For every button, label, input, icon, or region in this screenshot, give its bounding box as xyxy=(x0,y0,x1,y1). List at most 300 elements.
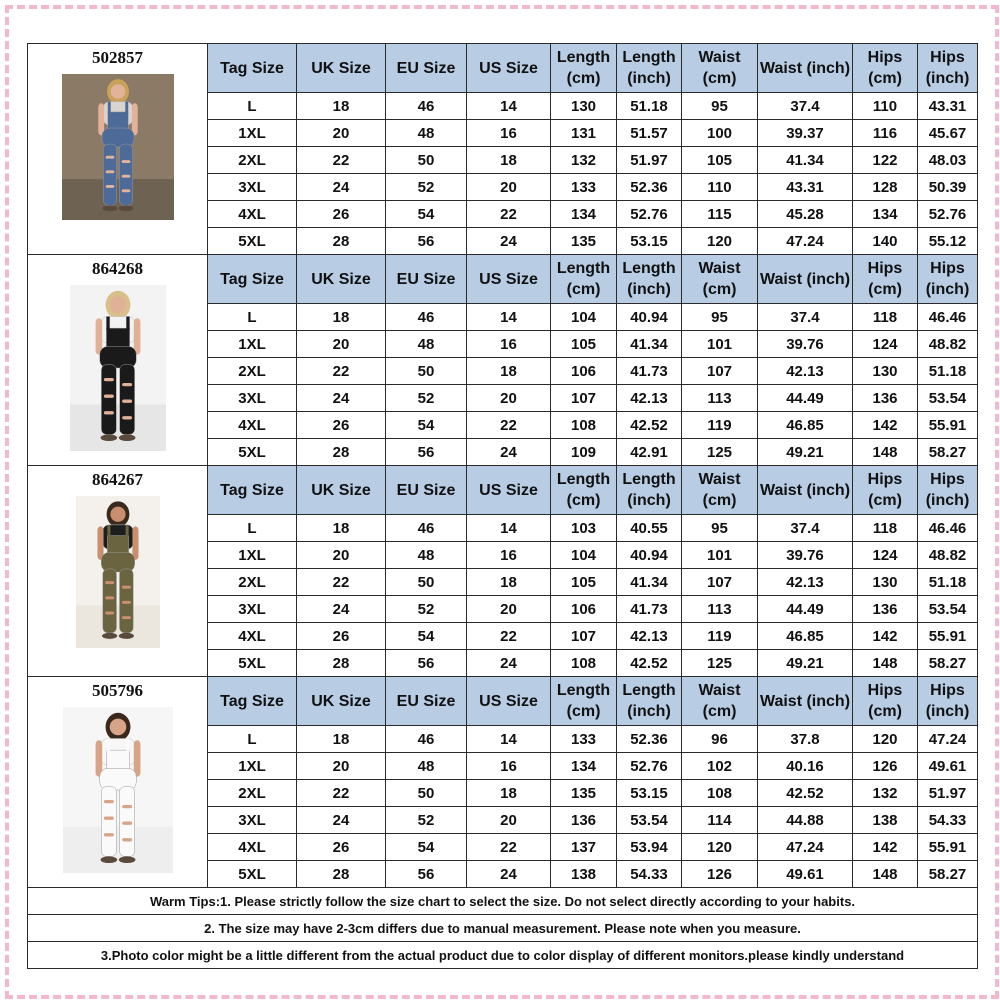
size-table-cell: 131 xyxy=(551,120,617,147)
overall-left-strap xyxy=(107,525,110,537)
size-table-cell: 130 xyxy=(551,93,617,120)
size-table-cell: 109 xyxy=(551,439,617,466)
column-header: UK Size xyxy=(297,44,386,93)
size-table-cell: 42.13 xyxy=(758,569,853,596)
column-header: Length (inch) xyxy=(617,44,682,93)
size-table-cell: 95 xyxy=(682,304,758,331)
column-header: Waist (cm) xyxy=(682,44,758,93)
size-table-cell: 115 xyxy=(682,201,758,228)
size-table-cell: 136 xyxy=(853,385,918,412)
figure-left-shoe xyxy=(100,856,117,863)
size-table-cell: 24 xyxy=(297,174,386,201)
size-table-cell: 20 xyxy=(297,753,386,780)
column-header: Waist (cm) xyxy=(682,255,758,304)
size-table-cell: 54 xyxy=(386,623,467,650)
size-table-cell: 2XL xyxy=(208,147,297,174)
column-header: US Size xyxy=(467,677,551,726)
size-table-cell: 55.12 xyxy=(918,228,978,255)
column-header: EU Size xyxy=(386,466,467,515)
size-table-cell: 39.76 xyxy=(758,331,853,358)
size-table-cell: 107 xyxy=(551,623,617,650)
size-table-cell: 22 xyxy=(467,412,551,439)
size-table-cell: 54.33 xyxy=(918,807,978,834)
column-header: Length (cm) xyxy=(551,466,617,515)
column-header: UK Size xyxy=(297,677,386,726)
size-table-cell: 48.03 xyxy=(918,147,978,174)
ripped-detail xyxy=(122,383,132,386)
size-table-cell: 132 xyxy=(551,147,617,174)
overall-left-leg xyxy=(101,365,116,435)
size-table-cell: 41.73 xyxy=(617,596,682,623)
column-header: Hips (cm) xyxy=(853,255,918,304)
column-header: Tag Size xyxy=(208,466,297,515)
size-table-cell: 48 xyxy=(386,120,467,147)
size-table-cell: 132 xyxy=(853,780,918,807)
size-table-cell: 134 xyxy=(551,753,617,780)
ripped-detail xyxy=(105,185,114,188)
size-table-header-row xyxy=(28,466,978,515)
size-table-header-row xyxy=(28,44,978,93)
size-table-cell: 58.27 xyxy=(918,439,978,466)
size-table-cell: 52.36 xyxy=(617,726,682,753)
size-table-cell: 22 xyxy=(297,569,386,596)
size-table-cell: 53.54 xyxy=(918,385,978,412)
column-header: Waist (inch) xyxy=(758,466,853,515)
size-table-cell: 18 xyxy=(297,93,386,120)
size-table-cell: 46.85 xyxy=(758,623,853,650)
ripped-detail xyxy=(121,189,130,192)
size-table-cell: L xyxy=(208,515,297,542)
size-table-cell: 107 xyxy=(682,569,758,596)
size-table-cell: L xyxy=(208,726,297,753)
warm-tips-row xyxy=(28,942,978,969)
ripped-detail xyxy=(122,400,132,403)
size-table-cell: 5XL xyxy=(208,228,297,255)
ripped-detail xyxy=(103,378,113,381)
size-table-cell: 42.91 xyxy=(617,439,682,466)
ripped-detail xyxy=(121,160,130,163)
column-header: Hips (inch) xyxy=(918,466,978,515)
figure-head xyxy=(110,84,125,99)
figure-right-shoe xyxy=(118,633,133,639)
size-table-cell: 42.13 xyxy=(617,623,682,650)
product-photo xyxy=(28,285,207,456)
column-header: EU Size xyxy=(386,255,467,304)
size-table-cell: 24 xyxy=(467,439,551,466)
size-table-cell: 26 xyxy=(297,201,386,228)
size-table-cell: 20 xyxy=(297,120,386,147)
column-header: Tag Size xyxy=(208,677,297,726)
ripped-detail xyxy=(103,395,113,398)
size-table-cell: 53.94 xyxy=(617,834,682,861)
size-table-cell: 44.88 xyxy=(758,807,853,834)
size-table-cell: 26 xyxy=(297,623,386,650)
overall-left-strap xyxy=(107,102,110,114)
product-photo xyxy=(28,496,207,653)
size-table-cell: 55.91 xyxy=(918,412,978,439)
size-table-cell: 14 xyxy=(467,515,551,542)
column-header: US Size xyxy=(467,466,551,515)
size-table-cell: 1XL xyxy=(208,542,297,569)
column-header: Length (inch) xyxy=(617,466,682,515)
size-table-cell: 118 xyxy=(853,515,918,542)
overall-right-strap xyxy=(126,739,129,752)
column-header: US Size xyxy=(467,255,551,304)
size-table-cell: 53.15 xyxy=(617,780,682,807)
size-table-cell: 20 xyxy=(297,542,386,569)
column-header: Waist (cm) xyxy=(682,677,758,726)
size-table-cell: 51.97 xyxy=(918,780,978,807)
size-table-cell: 55.91 xyxy=(918,834,978,861)
size-table-cell: 22 xyxy=(297,147,386,174)
photo-floor xyxy=(76,605,160,648)
size-table-cell: 53.54 xyxy=(617,807,682,834)
size-table-cell: 1XL xyxy=(208,120,297,147)
size-table-cell: 133 xyxy=(551,726,617,753)
size-table-cell: 2XL xyxy=(208,569,297,596)
warm-tips-row xyxy=(28,888,978,915)
size-table-cell: 136 xyxy=(853,596,918,623)
size-table-cell: 148 xyxy=(853,650,918,677)
size-table-cell: 22 xyxy=(467,201,551,228)
overall-left-leg xyxy=(102,569,116,633)
ripped-detail xyxy=(122,838,132,841)
size-table-cell: 118 xyxy=(853,304,918,331)
column-header: Hips (cm) xyxy=(853,677,918,726)
size-table-cell: 133 xyxy=(551,174,617,201)
size-table-cell: 52.76 xyxy=(617,201,682,228)
figure-left-shoe xyxy=(102,633,117,639)
size-table-cell: 42.13 xyxy=(758,358,853,385)
product-id: 864267 xyxy=(92,470,143,489)
size-table-cell: 22 xyxy=(297,358,386,385)
size-table-cell: 107 xyxy=(682,358,758,385)
size-table-cell: 114 xyxy=(682,807,758,834)
size-table-cell: 52 xyxy=(386,385,467,412)
size-table-cell: 138 xyxy=(551,861,617,888)
column-header: US Size xyxy=(467,44,551,93)
size-table-cell: 3XL xyxy=(208,596,297,623)
size-table-cell: 53.15 xyxy=(617,228,682,255)
size-table-cell: 52 xyxy=(386,596,467,623)
size-table-cell: 45.67 xyxy=(918,120,978,147)
size-table-cell: 103 xyxy=(551,515,617,542)
product-photo xyxy=(28,707,207,878)
size-table-cell: 22 xyxy=(467,623,551,650)
column-header: Hips (cm) xyxy=(853,466,918,515)
size-table-cell: 51.18 xyxy=(918,569,978,596)
column-header: EU Size xyxy=(386,677,467,726)
size-table-cell: 95 xyxy=(682,515,758,542)
overall-left-strap xyxy=(106,317,109,330)
size-table-cell: 20 xyxy=(467,596,551,623)
size-table-cell: 120 xyxy=(682,834,758,861)
figure-right-arm xyxy=(133,740,140,777)
size-table-cell: 48.82 xyxy=(918,331,978,358)
size-table-cell: 128 xyxy=(853,174,918,201)
size-table-cell: 2XL xyxy=(208,358,297,385)
column-header: EU Size xyxy=(386,44,467,93)
size-table-cell: 52.36 xyxy=(617,174,682,201)
size-table-cell: 113 xyxy=(682,596,758,623)
size-table-cell: 50 xyxy=(386,147,467,174)
figure-right-arm xyxy=(131,103,137,135)
size-table-cell: 5XL xyxy=(208,439,297,466)
column-header: Waist (inch) xyxy=(758,677,853,726)
product-photo-cell xyxy=(28,44,208,255)
size-table-cell: 130 xyxy=(853,358,918,385)
size-table-cell: 51.57 xyxy=(617,120,682,147)
size-table-cell: 46.85 xyxy=(758,412,853,439)
size-table-cell: 119 xyxy=(682,623,758,650)
overall-right-strap xyxy=(125,102,128,114)
size-table-cell: 120 xyxy=(853,726,918,753)
size-table-cell: 148 xyxy=(853,439,918,466)
size-table-cell: 3XL xyxy=(208,174,297,201)
size-table-cell: 120 xyxy=(682,228,758,255)
size-chart-table xyxy=(27,43,978,969)
size-table-cell: 138 xyxy=(853,807,918,834)
size-table-cell: 24 xyxy=(297,596,386,623)
size-table-cell: 56 xyxy=(386,861,467,888)
figure-left-shoe xyxy=(100,434,117,441)
size-table-cell: 102 xyxy=(682,753,758,780)
ripped-detail xyxy=(103,817,113,820)
size-table-cell: 54 xyxy=(386,201,467,228)
size-table-cell: 52 xyxy=(386,807,467,834)
size-table-cell: 41.34 xyxy=(617,331,682,358)
size-table-cell: 46 xyxy=(386,515,467,542)
ripped-detail xyxy=(121,601,130,604)
size-table-cell: 148 xyxy=(853,861,918,888)
size-table-cell: 39.37 xyxy=(758,120,853,147)
size-table-cell: 20 xyxy=(467,385,551,412)
size-table-cell: 135 xyxy=(551,780,617,807)
size-table-cell: 56 xyxy=(386,228,467,255)
size-table-cell: 53.54 xyxy=(918,596,978,623)
column-header: Waist (cm) xyxy=(682,466,758,515)
size-table-cell: 5XL xyxy=(208,861,297,888)
size-table-cell: 105 xyxy=(682,147,758,174)
ripped-detail xyxy=(105,596,114,599)
size-table-cell: 54 xyxy=(386,834,467,861)
size-table-cell: 126 xyxy=(682,861,758,888)
size-table-cell: 49.61 xyxy=(758,861,853,888)
column-header: Length (inch) xyxy=(617,255,682,304)
size-table-cell: L xyxy=(208,93,297,120)
size-table-cell: 135 xyxy=(551,228,617,255)
size-table-cell: 4XL xyxy=(208,412,297,439)
product-photo-image xyxy=(62,74,174,220)
size-table-cell: 100 xyxy=(682,120,758,147)
ripped-detail xyxy=(103,833,113,836)
figure-right-shoe xyxy=(118,205,133,211)
figure-head xyxy=(109,719,126,736)
size-table-cell: 140 xyxy=(853,228,918,255)
size-table-cell: 14 xyxy=(467,726,551,753)
size-table-header-row xyxy=(28,255,978,304)
size-table-cell: 49.21 xyxy=(758,439,853,466)
photo-floor xyxy=(62,179,174,220)
size-table-cell: 4XL xyxy=(208,201,297,228)
size-table-cell: 26 xyxy=(297,834,386,861)
ripped-detail xyxy=(105,156,114,159)
size-table-cell: 44.49 xyxy=(758,596,853,623)
column-header: Length (cm) xyxy=(551,255,617,304)
size-table-cell: 40.16 xyxy=(758,753,853,780)
size-table-cell: 18 xyxy=(297,726,386,753)
photo-floor xyxy=(63,827,173,873)
size-table-cell: 95 xyxy=(682,93,758,120)
ripped-detail xyxy=(122,416,132,419)
size-table-cell: 26 xyxy=(297,412,386,439)
figure-head xyxy=(109,297,126,314)
size-table-header-row xyxy=(28,677,978,726)
size-table-cell: 40.94 xyxy=(617,304,682,331)
size-table-cell: 56 xyxy=(386,650,467,677)
size-table-cell: 119 xyxy=(682,412,758,439)
overall-right-strap xyxy=(126,317,129,330)
figure-left-arm xyxy=(95,318,102,355)
size-table-cell: 47.24 xyxy=(918,726,978,753)
size-table-cell: 1XL xyxy=(208,753,297,780)
product-id: 505796 xyxy=(92,681,143,700)
size-table-cell: 28 xyxy=(297,228,386,255)
overall-left-leg xyxy=(103,144,116,205)
size-table-cell: 3XL xyxy=(208,807,297,834)
size-table-cell: 42.13 xyxy=(617,385,682,412)
figure-left-arm xyxy=(95,740,102,777)
size-table-cell: 16 xyxy=(467,331,551,358)
ripped-detail xyxy=(122,805,132,808)
size-table-cell: 37.4 xyxy=(758,93,853,120)
ripped-detail xyxy=(103,411,113,414)
column-header: Hips (inch) xyxy=(918,677,978,726)
size-table-cell: 14 xyxy=(467,93,551,120)
product-id: 502857 xyxy=(92,48,143,67)
size-table-cell: 134 xyxy=(551,201,617,228)
size-table-cell: 18 xyxy=(297,515,386,542)
column-header: Length (cm) xyxy=(551,44,617,93)
size-table-cell: 124 xyxy=(853,542,918,569)
size-table-cell: 20 xyxy=(467,807,551,834)
column-header: Waist (inch) xyxy=(758,255,853,304)
product-id: 864268 xyxy=(92,259,143,278)
column-header: UK Size xyxy=(297,255,386,304)
size-table-cell: 46 xyxy=(386,93,467,120)
size-table-cell: 101 xyxy=(682,542,758,569)
size-table-cell: 18 xyxy=(467,569,551,596)
size-table-cell: 44.49 xyxy=(758,385,853,412)
size-table-cell: 142 xyxy=(853,834,918,861)
size-table-cell: 40.94 xyxy=(617,542,682,569)
size-table-cell: 50 xyxy=(386,358,467,385)
column-header: Hips (cm) xyxy=(853,44,918,93)
column-header: Hips (inch) xyxy=(918,44,978,93)
size-table-cell: 47.24 xyxy=(758,228,853,255)
size-table-cell: 41.73 xyxy=(617,358,682,385)
size-table-cell: 24 xyxy=(467,861,551,888)
product-photo-image xyxy=(63,707,173,873)
size-table-cell: 37.4 xyxy=(758,515,853,542)
size-table-cell: 28 xyxy=(297,861,386,888)
warm-tip-text: 2. The size may have 2-3cm differs due to manual measurement. Please note when you measure. xyxy=(28,915,978,942)
size-table-cell: 107 xyxy=(551,385,617,412)
size-table-cell: 46.46 xyxy=(918,304,978,331)
size-table-cell: 42.52 xyxy=(617,650,682,677)
product-photo-cell xyxy=(28,677,208,888)
size-table-cell: 54 xyxy=(386,412,467,439)
size-table-cell: 106 xyxy=(551,596,617,623)
figure-head xyxy=(110,507,125,522)
product-photo xyxy=(28,74,207,225)
size-table-cell: 124 xyxy=(853,331,918,358)
size-table-cell: 18 xyxy=(467,358,551,385)
size-table-cell: 116 xyxy=(853,120,918,147)
figure-right-arm xyxy=(133,318,140,355)
size-table-cell: 28 xyxy=(297,439,386,466)
column-header: Length (inch) xyxy=(617,677,682,726)
size-table-cell: 52.76 xyxy=(617,753,682,780)
size-table-cell: 41.34 xyxy=(617,569,682,596)
product-photo-image xyxy=(76,496,160,648)
column-header: Hips (inch) xyxy=(918,255,978,304)
size-table-cell: 24 xyxy=(467,228,551,255)
ripped-detail xyxy=(122,822,132,825)
size-table-cell: 125 xyxy=(682,439,758,466)
size-table-cell: 4XL xyxy=(208,834,297,861)
column-header: UK Size xyxy=(297,466,386,515)
size-table-cell: 22 xyxy=(297,780,386,807)
column-header: Tag Size xyxy=(208,44,297,93)
overall-bib xyxy=(106,328,129,348)
size-table-cell: 43.31 xyxy=(758,174,853,201)
size-table-cell: 101 xyxy=(682,331,758,358)
size-table-cell: 22 xyxy=(467,834,551,861)
size-table-cell: 24 xyxy=(297,807,386,834)
size-table-cell: L xyxy=(208,304,297,331)
size-table-cell: 55.91 xyxy=(918,623,978,650)
overall-left-strap xyxy=(106,739,109,752)
size-table-cell: 136 xyxy=(551,807,617,834)
overall-right-strap xyxy=(125,525,128,537)
warm-tip-text: 3.Photo color might be a little different from the actual product due to color display of different monitors.please kindly understand xyxy=(28,942,978,969)
size-table-cell: 96 xyxy=(682,726,758,753)
size-table-cell: 24 xyxy=(297,385,386,412)
size-table-cell: 142 xyxy=(853,623,918,650)
size-table-cell: 14 xyxy=(467,304,551,331)
size-table-cell: 113 xyxy=(682,385,758,412)
ripped-detail xyxy=(105,170,114,173)
size-table-cell: 3XL xyxy=(208,385,297,412)
size-table-cell: 20 xyxy=(297,331,386,358)
figure-right-shoe xyxy=(118,856,135,863)
size-table-cell: 52.76 xyxy=(918,201,978,228)
size-table-cell: 110 xyxy=(853,93,918,120)
size-table-cell: 104 xyxy=(551,542,617,569)
overall-left-leg xyxy=(101,787,116,857)
size-table-cell: 49.61 xyxy=(918,753,978,780)
size-table-cell: 110 xyxy=(682,174,758,201)
size-table-cell: 54.33 xyxy=(617,861,682,888)
size-table-cell: 42.52 xyxy=(617,412,682,439)
size-table-cell: 16 xyxy=(467,120,551,147)
size-table-cell: 37.4 xyxy=(758,304,853,331)
ripped-detail xyxy=(105,612,114,615)
warm-tips-row xyxy=(28,915,978,942)
size-table-cell: 2XL xyxy=(208,780,297,807)
size-table-cell: 49.21 xyxy=(758,650,853,677)
